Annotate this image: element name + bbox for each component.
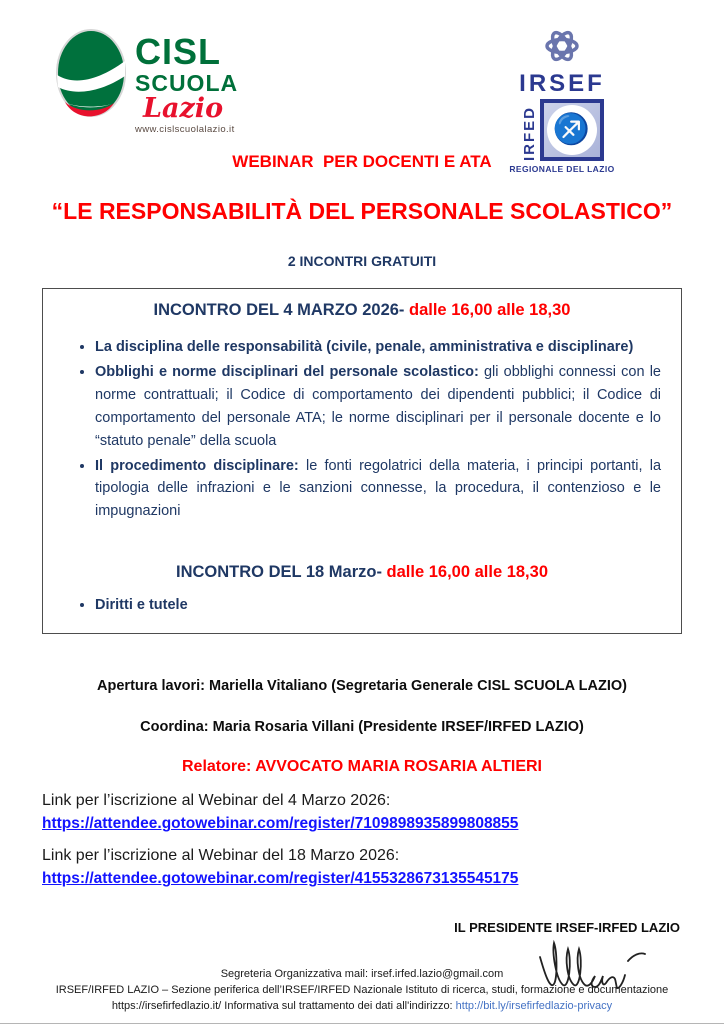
privacy-policy-link[interactable]: http://bit.ly/irsefirfedlazio-privacy xyxy=(455,1000,613,1013)
irsef-logo-name: IRSEF xyxy=(519,70,605,97)
cisl-emblem-icon xyxy=(55,28,129,129)
webinar2-link-label: Link per l’iscrizione al Webinar del 18 Marzo 2026: xyxy=(42,847,400,865)
cisl-logo-text xyxy=(135,31,239,135)
footer-org-line: IRSEF/IRFED LAZIO – Sezione periferica dell’IRSEF/IRFED Nazionale Istituto di ricerca, studi, formazione e documentazione xyxy=(55,984,669,997)
irsef-emblem-square xyxy=(540,99,604,161)
page-title: “LE RESPONSABILITÀ DEL PERSONALE SCOLASTICO” xyxy=(51,198,673,224)
webinar1-link-label: Link per l’iscrizione al Webinar del 4 Marzo 2026: xyxy=(42,792,391,810)
session1-time: dalle 16,00 alle 18,30 xyxy=(404,301,571,319)
webinar-subtitle: WEBINAR PER DOCENTI E ATA xyxy=(232,152,492,171)
topic-rest-text: gli obblighi connessi con le norme contrattuali; il Codice di comportamento dei dipendenti pubblici; il Codice di comportamento del personale ATA; le norme disciplinari per il personale docente e lo “statuto penale” della scuola xyxy=(95,363,666,449)
session1-title xyxy=(63,301,661,320)
cisl-scuola-lazio-logo xyxy=(55,28,238,135)
irfed-vertical-label: IRFED xyxy=(520,106,538,161)
topic-bold-text: Diritti e tutele xyxy=(95,597,188,614)
topic-item xyxy=(95,336,661,359)
trefoil-knot-icon xyxy=(542,28,582,69)
footer-secretariat-line: Segreteria Organizzativa mail: irsef.irfed.lazio@gmail.com xyxy=(220,968,504,981)
footer xyxy=(0,967,724,1015)
irsef-logo-emblem-row xyxy=(521,99,604,161)
free-meetings-note: 2 INCONTRI GRATUITI xyxy=(287,253,437,269)
session1-topics-list xyxy=(75,336,666,523)
irsef-region-label: REGIONALE DEL LAZIO xyxy=(509,164,615,174)
topic-bold-text: Obblighi e norme disciplinari del personale scolastico: xyxy=(95,363,479,380)
president-title: IL PRESIDENTE IRSEF-IRFED LAZIO xyxy=(454,920,680,936)
topic-item xyxy=(95,455,666,524)
program-box xyxy=(42,288,682,634)
registration-links xyxy=(0,792,724,888)
irsef-irfed-logo xyxy=(498,28,626,174)
coordina-line: Coordina: Maria Rosaria Villani (Presidente IRSEF/IRFED LAZIO) xyxy=(140,719,584,736)
apertura-lavori-line: Apertura lavori: Mariella Vitaliano (Segretaria Generale CISL SCUOLA LAZIO) xyxy=(97,678,627,695)
session2-title xyxy=(63,563,661,582)
topic-bold-text: La disciplina delle responsabilità (civile, penale, amministrativa e disciplinare) xyxy=(95,339,634,355)
topic-rest-text: le fonti regolatrici della materia, i principi portanti, la tipologia delle infrazioni e le sanzioni connesse, la procedura, il contenzioso e le impugnazioni xyxy=(95,457,666,520)
session2-topics-list xyxy=(75,594,661,617)
cisl-logo-line2: SCUOLA xyxy=(135,70,239,96)
centaur-archer-icon: ♐ xyxy=(547,105,597,155)
session2-title-text: INCONTRO DEL 18 Marzo- xyxy=(175,563,382,582)
cisl-logo-lazio-script: Lazio xyxy=(143,93,224,124)
webinar1-registration-link[interactable]: https://attendee.gotowebinar.com/register/7109898935899808855 xyxy=(42,815,519,833)
cisl-logo-line1: CISL xyxy=(135,31,222,72)
footer-privacy-line xyxy=(0,999,724,1015)
topic-bold-text: Il procedimento disciplinare: xyxy=(95,457,299,474)
topic-item xyxy=(95,594,661,617)
topic-item xyxy=(95,361,666,453)
footer-privacy-prefix: https://irsefirfedlazio.it/ Informativa sul trattamento dei dati all'indirizzo: xyxy=(111,1000,456,1013)
session1-title-text: INCONTRO DEL 4 MARZO 2026- xyxy=(153,301,405,319)
session2-time: dalle 16,00 alle 18,30 xyxy=(381,563,548,582)
relatore-line: Relatore: AVVOCATO MARIA ROSARIA ALTIERI xyxy=(181,758,542,776)
cisl-logo-url: www.cislscuolalazio.it xyxy=(135,124,235,135)
webinar2-registration-link[interactable]: https://attendee.gotowebinar.com/register/4155328673135545175 xyxy=(42,870,519,888)
